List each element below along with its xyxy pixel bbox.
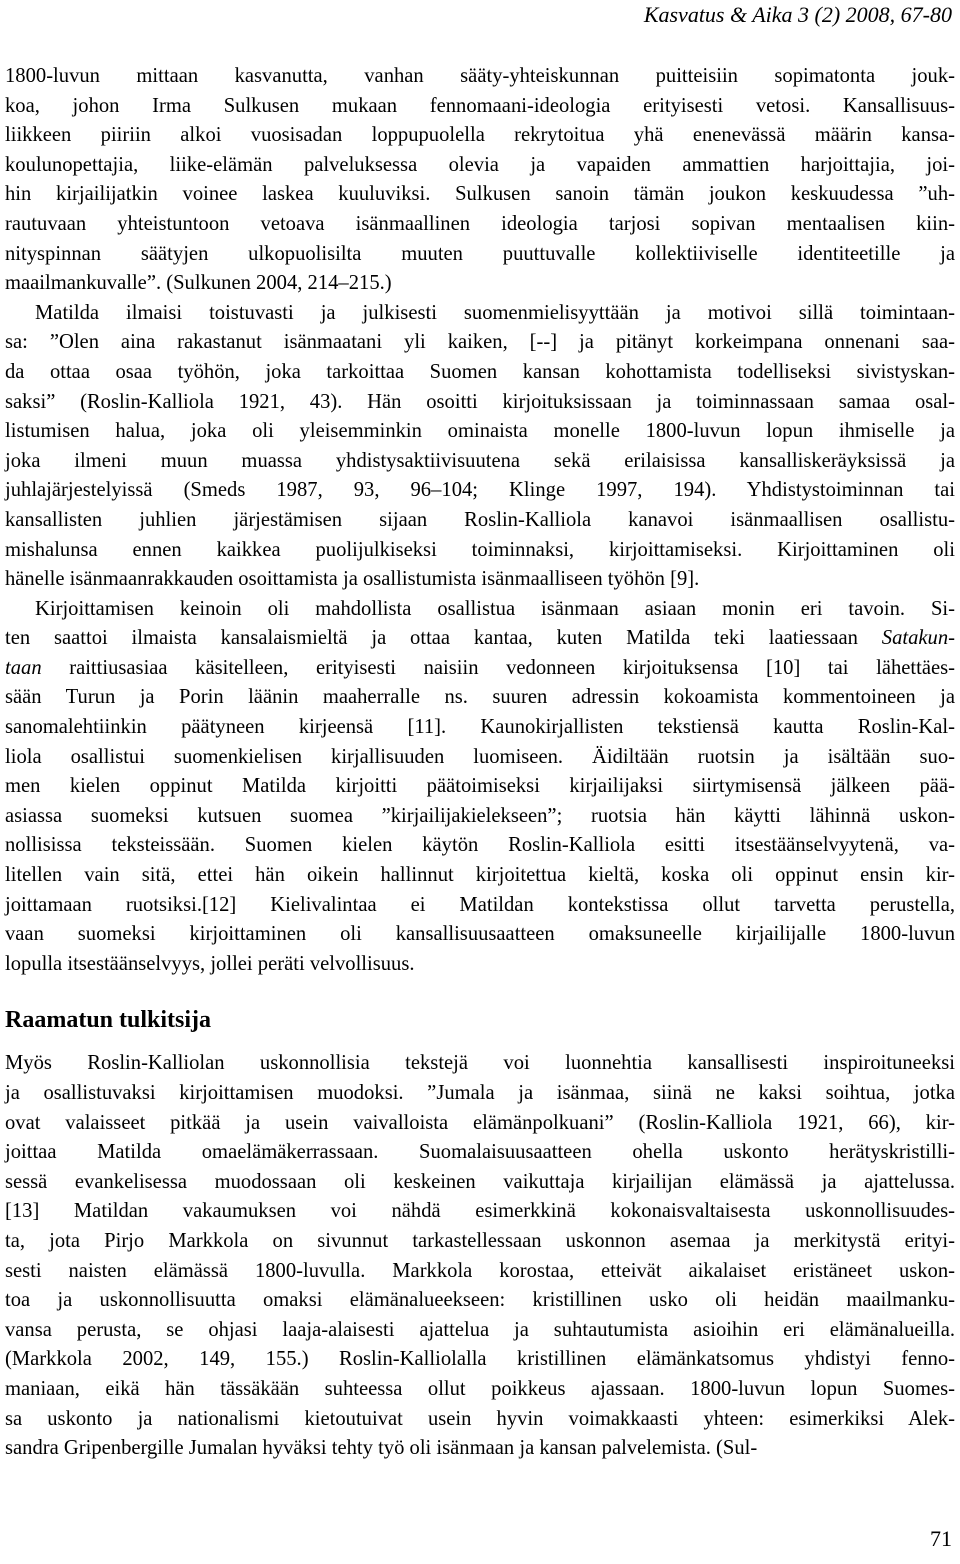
text-line: sandra Gripenbergille Jumalan hyväksi tehty työ oli isänmaan ja kansan palvelemista. (Sul- (5, 1437, 758, 1460)
text-line: maniaan, eikä hän tässäkään suhteessa ollut poikkeus ajassaan. 1800-luvun lopun Suomes- (5, 1377, 955, 1400)
text-line: koa, johon Irma Sulkusen mukaan fennomaani-ideologia erityisesti vetosi. Kansallisuus- (5, 94, 955, 117)
text-line: men kielen oppinut Matilda kirjoitti päätoimiseksi kirjailijaksi siirtymisensä jälkeen pää- (5, 775, 955, 798)
text-line: (Markkola 2002, 149, 155.) Roslin-Kalliolalla kristillinen elämänkatsomus yhdistyi fenno- (5, 1348, 955, 1371)
text-line: taan raittiusasiaa käsitelleen, erityisesti naisiin vedonneen kirjoituksensa [10] tai lähettäes- (5, 656, 955, 679)
text-line: joittamaan ruotsiksi.[12] Kielivalintaa ei Matildan kontekstissa ollut tarvetta perustella, (5, 893, 955, 916)
text-line: asiassa suomeksi kutsuen suomea ”kirjailijakielekseen”; ruotsia hän käytti lähinnä uskon- (5, 804, 955, 827)
text-line: sa: ”Olen aina rakastanut isänmaatani yli kaiken, [--] ja pitänyt korkeimpana onnenani saa- (5, 331, 955, 354)
text-line: juhlajärjestelyissä (Smeds 1987, 93, 96–104; Klinge 1997, 194). Yhdistystoiminnan tai (5, 479, 955, 502)
text-line: sa uskonto ja nationalismi kietoutuivat usein hyvin voimakkaasti yhteen: esimerkiksi Alek- (5, 1407, 955, 1430)
text-line: nityspinnan säätyjen ulkopuolisilta muuten puuttuvalle kollektiiviselle identiteetille ja (5, 242, 955, 265)
text-line: Matilda ilmaisi toistuvasti ja julkisesti suomenmielisyyttään ja motivoi sillä toimintaan- (35, 301, 955, 324)
page-number: 71 (930, 1526, 952, 1551)
text-line: [13] Matildan vakaumuksen voi nähdä esimerkkinä kokonaisvaltaisesta uskonnollisuudes- (5, 1200, 955, 1223)
text-line: da ottaa osaa työhön, joka tarkoittaa Suomen kansan kohottamista todelliseksi sivistyskan- (5, 360, 955, 383)
article-body (5, 62, 955, 1464)
text-line: saksi” (Roslin-Kalliola 1921, 43). Hän osoitti kirjoituksissaan ja toiminnassaan samaa osal- (5, 390, 955, 413)
section-heading: Raamatun tulkitsija (5, 1007, 212, 1034)
text-line: listumisen halua, joka oli yleisemminkin ominaista monelle 1800-luvun lopun ihmiselle ja (5, 420, 955, 443)
text-line: hin kirjailijatkin voinee laskea kuuluviksi. Sulkusen sanoin tämän joukon keskuudessa ”uh- (5, 183, 955, 206)
text-line: ten saattoi ilmaista kansalaismieltä ja ottaa kantaa, kuten Matilda teki laatiessaan Satakun- (5, 627, 955, 650)
text-line: ta, jota Pirjo Markkola on sivunnut tarkastellessaan uskonnon asemaa ja merkitystä erityi- (5, 1229, 955, 1252)
text-line: sessä evankelisessa muodossaan oli keskeinen vaikuttaja kirjailijan elämässä ja ajattelussa. (5, 1170, 955, 1193)
section-gap (5, 979, 955, 1005)
text-line: joittaa Matilda omaelämäkerrassaan. Suomalaisuusaatteen ohella uskonto herätyskristilli- (5, 1141, 955, 1164)
text-line: ja osallistuvaksi kirjoittamisen muodoksi. ”Jumala ja isänmaa, siinä ne kaksi soihtua, jotka (5, 1082, 955, 1104)
text-line: 1800-luvun mittaan kasvanutta, vanhan sääty-yhteiskunnan puitteisiin sopimatonta jouk- (5, 65, 955, 87)
text-line: kansallisten juhlien järjestämisen sijaan Roslin-Kalliola kanavoi isänmaallisen osallistu- (5, 508, 955, 531)
text-line: vansa perusta, se ohjasi laaja-alaisesti ajattelua ja suhtautumista asioihin eri elämänalueilla. (5, 1318, 955, 1341)
text-line: lopulla itsestäänselvyys, jollei peräti velvollisuus. (5, 952, 415, 975)
text-line: maailmankuvalle”. (Sulkunen 2004, 214–215.) (5, 272, 392, 295)
paragraph-1 (5, 62, 955, 299)
text-line: toa ja uskonnollisuutta omaksi elämänalueekseen: kristillinen usko oli heidän maailmanku- (5, 1289, 955, 1312)
running-head: Kasvatus & Aika 3 (2) 2008, 67-80 (643, 2, 952, 27)
text-line: ovat valaisseet pitkää ja usein vaivalloista elämänpolkuani” (Roslin-Kalliola 1921, 66), kir- (5, 1111, 955, 1134)
text-line: rautuvaan yhteistuntoon vetoava isänmaallinen ideologia tarjosi sopivan mentaalisen kiin- (5, 212, 955, 235)
text-line: hänelle isänmaanrakkauden osoittamista ja osallistumista isänmaalliseen työhön [9]. (5, 568, 700, 591)
text-line: litellen vain sitä, ettei hän oikein hallinnut kirjoitettua kieltä, koska oli oppinut ensin kir- (5, 864, 955, 887)
paragraph-2 (5, 299, 955, 595)
text-line: liikkeen piiriin alkoi vuosisadan loppupuolella rekrytoitua yhä enenevässä määrin kansa- (5, 124, 955, 147)
text-line: mishalunsa ennen kaikkea puolijulkiseksi toiminnaksi, kirjoittamiseksi. Kirjoittaminen oli (5, 538, 955, 561)
section-paragraph (5, 1049, 955, 1463)
text-line: sesti naisten elämässä 1800-luvulla. Markkola korostaa, etteivät aikalaiset eristäneet uskon- (5, 1259, 955, 1282)
text-line: Kirjoittamisen keinoin oli mahdollista osallistua isänmaan asiaan monin eri tavoin. Si- (35, 597, 955, 620)
text-line: liola osallistui suomenkielisen kirjallisuuden luomiseen. Äidiltään ruotsin ja isältään suo- (5, 745, 955, 768)
text-line: sanomalehtiinkin päätyneen kirjeensä [11]. Kaunokirjallisten tekstiensä kautta Roslin-Kal- (5, 716, 955, 739)
text-line: koulunopettajia, liike-elämän palveluksessa olevia ja vapaiden ammattien harjoittajia, joi- (5, 153, 955, 176)
text-line: joka ilmeni muun muassa yhdistysaktiivisuutena sekä erilaisissa kansalliskeräyksissä ja (5, 449, 955, 472)
text-line: nollisissa teksteissään. Suomen kielen käytön Roslin-Kalliola esitti itsestäänselvyytenä, va- (5, 834, 955, 857)
text-line: vaan suomeksi kirjoittaminen oli kansallisuusaatteen omaksuneelle kirjailijalle 1800-luvun (5, 923, 955, 946)
text-line: sään Turun ja Porin läänin maaherralle ns. suuren adressin kokoamista kommentoineen ja (5, 686, 955, 709)
text-line: Myös Roslin-Kalliolan uskonnollisia tekstejä voi luonnehtia kansallisesti inspiroituneeksi (5, 1052, 955, 1075)
paragraph-3 (5, 595, 955, 980)
